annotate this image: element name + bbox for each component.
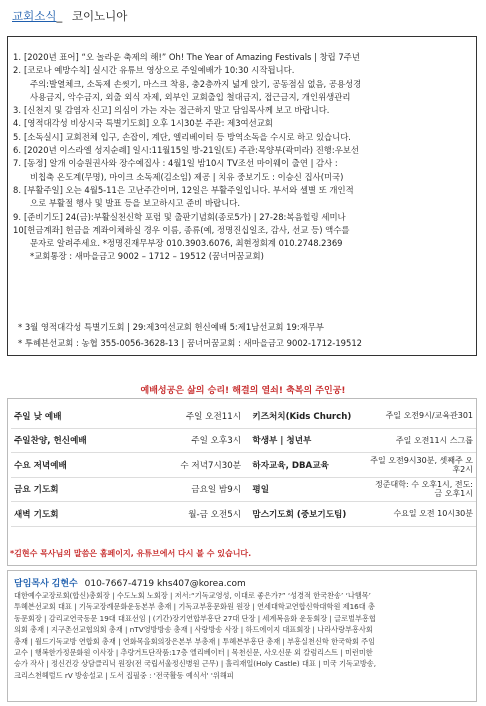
schedule-row — [11, 428, 476, 453]
news-number: 1. — [13, 52, 21, 62]
schedule-time: 주일 오전11시 — [119, 404, 244, 428]
news-item — [13, 211, 471, 224]
news-item — [13, 144, 471, 157]
news-item — [13, 131, 471, 144]
schedule-time: 월-금 오전5시 — [119, 502, 244, 527]
schedule-row — [11, 404, 476, 428]
news-text: 비칩축 온도계(무명), 마이크 소독제(김소임) 제공 | 치유 중보기도 : 이승신 집사(미국) — [30, 171, 344, 182]
news-text: [영적대각성 비상시국 특별기도회] 오후 1시30분 주관: 제3여선교회 — [24, 118, 273, 129]
pastor-role: 담임목사 — [14, 579, 49, 589]
schedule-label: 키즈처치(Kids Church) — [249, 404, 364, 428]
news-text: 문자로 알려주세요. *정명진재무부장 010.3903.6076, 최현정회계 010.2748.2369 — [30, 238, 343, 249]
news-text: [헌금계좌] 헌금을 계좌이체하실 경우 이름, 종류(예, 정명진십일조, 감사, 선교 등) 액수를 — [24, 224, 350, 235]
pastor-name: 김현수 — [51, 579, 78, 589]
news-item — [13, 51, 471, 64]
bio-line: 승가 작사 | 정신건강 상담클리닉 원장(전 국립서울정신병원 근무) | 홀리재일(Holy Castle) 대표 | 미국 기독교방송, — [14, 659, 376, 669]
schedule-time: 주일 오전11시 스그룹 — [364, 428, 476, 453]
news-number: 8. — [13, 184, 21, 195]
worship-schedule — [7, 386, 477, 566]
news-list — [13, 51, 471, 264]
news-item — [13, 117, 471, 130]
pastor-profile — [7, 570, 477, 702]
news-number: 4. — [13, 118, 21, 129]
news-item — [13, 104, 471, 117]
news-number: 7. — [13, 158, 21, 169]
schedule-time: 금요일 밤9시 — [119, 477, 244, 502]
pastor-header — [14, 576, 246, 589]
schedule-time: 주일 오전9시/교육관301 — [364, 404, 476, 428]
schedule-label: 하자교육, DBA교육 — [249, 453, 364, 478]
news-number: 6. — [13, 145, 21, 156]
news-text: [신천지 및 감염자 신고] 의심이 가는 자는 접근하지 말고 담임목사께 보고 바랍니다. — [24, 105, 330, 116]
note-line: * 투혜븐선교회 : 농협 355-0056-3628-13 | 꿈너머꿈교회 : 새마을금고 9002-1712-19512 — [18, 338, 362, 348]
schedule-time: 수 저녁7시30분 — [119, 453, 244, 478]
news-number: 5. — [13, 131, 21, 142]
news-text: *교회통장 : 새마을금고 9002 – 1712 – 19512 (꿈너머꿈교회) — [30, 251, 264, 262]
schedule-label: 새벽 기도회 — [11, 502, 119, 527]
schedule-label: 평일 — [249, 477, 364, 502]
schedule-label: 맘스기도회 (중보기도팀) — [249, 502, 364, 527]
schedule-label: 수요 저녁예배 — [11, 453, 119, 478]
schedule-time: 수요일 오전 10시30분 — [364, 502, 476, 527]
news-text: [2020년 이스라엘 성지순례] 일시:11월15일 방-21일(토) 주관:목양부(곽미라) 진행:우보선 — [24, 145, 359, 156]
title-separator: _ — [56, 9, 63, 23]
page-header — [12, 8, 127, 24]
bio-line: 의회 총재 | 지구촌선교협의회 총재 | nTV영방방송 총재 | 사랑방송 사장 | 하드에이지 대표회장 | 나라사랑부흥사회 — [14, 625, 373, 635]
schedule-time: 주일 오후3시 — [119, 428, 244, 453]
news-text: [동정] 알개 이승원권사와 장수예집사 : 4월1일 밤10시 TV조선 마이웨이 출연 | 감사 : — [24, 158, 338, 169]
news-item — [13, 64, 471, 104]
news-item — [13, 184, 471, 211]
section-title[interactable]: 교회소식 — [12, 9, 57, 23]
schedule-headline: 예배성공은 삶의 승리! 해결의 열쇠! 축복의 주인공! — [140, 386, 346, 396]
schedule-time: 주일 오전9시30분, 셋째주 오후2시 — [364, 453, 476, 478]
pastor-contact[interactable]: 010-7667-4719 khs407@korea.com — [84, 579, 246, 589]
news-text: 사용금지, 악수금지, 외출 외식 자제, 외부인 교회출입 철대금지, 접근금지, 개인위생관리 — [30, 91, 351, 102]
news-number: 10. — [13, 224, 27, 235]
bio-line: 동문회장 | 감리교연국동문 19대 대표선임 | (기간)장기연합부흥단 27대 단장 | 세계복음화 운동회장 | 글로벌부흥협 — [14, 613, 376, 623]
bio-line: 크리스천헤럴드 rV 방송설교 | 도서 집필중 : '전국활동 예식서' '위해피 — [14, 670, 234, 680]
news-text: [소독실시] 교회전체 입구, 손잡이, 계단, 엘리베이터 등 방역소독을 수시로 하고 있습니다. — [24, 131, 351, 142]
pastor-bio — [14, 590, 472, 681]
news-item — [13, 157, 471, 184]
news-number: 2. — [13, 65, 21, 76]
news-text: 주의:발열체크, 소독제 손씻기, 마스크 착용, 충2층까지 넓게 앉기, 공동점심 없음, 공용성경 — [30, 78, 362, 89]
notes-block — [18, 319, 362, 351]
news-number: 9. — [13, 211, 21, 222]
schedule-label: 주일 낮 예배 — [11, 404, 119, 428]
news-text: [2020년 표어] “오 놀라운 축제의 해!” Oh! The Year of Amazing Festivals | 창립 7주년 — [24, 52, 360, 62]
bio-line: 교수 | 행복한가정문화원 이사장 | 추량거트단작품:17층 엘리베이터 | 목천신문, 사오신문 외 칼럼리스트 | 미런미한 — [14, 648, 373, 658]
schedule-time: 정준대학: 수 오후1시, 전도: 금 오후1시 — [364, 477, 476, 502]
schedule-row — [11, 502, 476, 527]
news-box — [7, 36, 477, 356]
schedule-table — [11, 404, 476, 527]
news-text: [부활주일] 오는 4월5-11은 고난주간이며, 12일은 부활주일입니다. 부서와 셀별 또 개인적 — [24, 184, 354, 195]
schedule-label: 학생부 | 청년부 — [249, 428, 364, 453]
bio-line: 투혜븐선교회 대표 | 기독교장례문화운동본부 총재 | 기독교부흥문화원 원장 | 연세대학교연합신학대학원 제16대 총 — [14, 602, 375, 612]
bio-line: 총재 | 월드기독교방 연합회 총재 | 연화목을회의장은본부 부총재 | 투혜븐부흥단 총재 | 부흥실천신학 한국학회 주임 — [14, 636, 376, 646]
church-name: 코이노니아 — [71, 9, 128, 23]
news-text: 으로 부활절 행사 및 발표 등을 보고하시고 준비 바랍니다. — [30, 198, 241, 209]
news-number: 3. — [13, 105, 21, 116]
schedule-row — [11, 477, 476, 502]
news-text: [코로나 예방수칙] 실시간 유튜브 영상으로 주일예배가 10:30 시작됩니다. — [24, 65, 295, 76]
bio-line: 대한예수교장로회(합신)총회장 | 수도노회 노회장 | 저서:“기독교영성, 이대로 좋은가?” ‘성경적 한국찬송’ ‘나햄목’ — [14, 591, 371, 600]
news-text: [준비기도] 24(금):부활실천신학 포럼 및 출판기념회(종로5가) | 27-28:복음힐링 세미나 — [24, 211, 346, 222]
schedule-label: 금요 기도회 — [11, 477, 119, 502]
schedule-label: 주일찬양, 헌신예배 — [11, 428, 119, 453]
news-item — [13, 224, 471, 264]
schedule-row — [11, 453, 476, 478]
schedule-note: *김현수 목사님의 말씀은 홈페이지, 유튜브에서 다시 볼 수 있습니다. — [10, 549, 252, 558]
note-line: * 3월 영적대각성 특별기도회 | 29:제3여선교회 헌신예배 5:제1남선교회 19:재무부 — [18, 322, 324, 332]
